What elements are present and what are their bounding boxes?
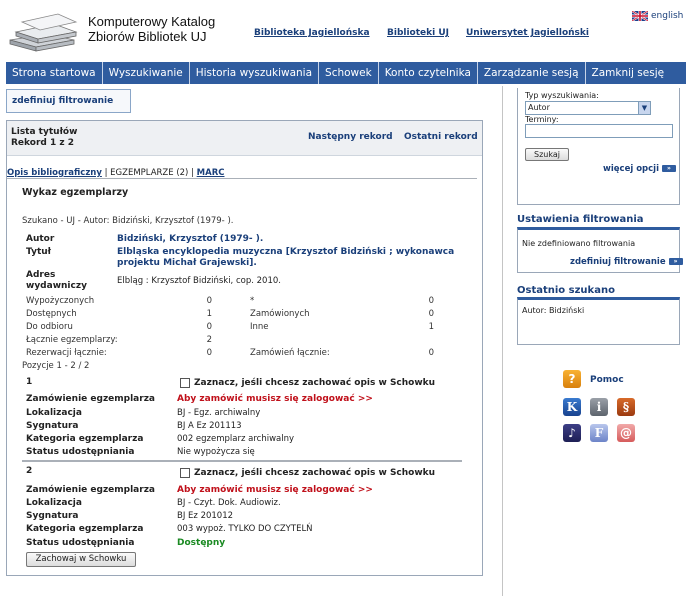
stat-label: Zamówionych xyxy=(250,309,310,319)
category-value: 002 egzemplarz archiwalny xyxy=(177,434,295,444)
sidebar-define-filter-link[interactable] xyxy=(570,257,683,267)
stat-label: Łącznie egzemplarzy: xyxy=(26,335,118,345)
location-label: Lokalizacja xyxy=(26,408,82,418)
help-icon[interactable]: ? xyxy=(563,370,581,388)
chevron-down-icon[interactable]: ▼ xyxy=(638,102,650,114)
save-to-clipboard-button[interactable]: Zachowaj w Schowku xyxy=(26,552,136,567)
signature-value: BJ A Ez 201113 xyxy=(177,421,242,431)
nav-schowek[interactable]: Schowek xyxy=(319,62,379,84)
stat-label: Wypożyczonych xyxy=(26,296,95,306)
stat-label: Do odbioru xyxy=(26,322,73,332)
search-type-label: Typ wyszukiwania: xyxy=(525,91,599,100)
order-label: Zamówienie egzemplarza xyxy=(26,394,156,404)
more-options-label: więcej opcji xyxy=(603,164,659,174)
nav-wyszukiwanie[interactable]: Wyszukiwanie xyxy=(103,62,190,84)
tabs-divider xyxy=(7,178,477,179)
item-number: 2 xyxy=(26,466,33,476)
nav-zarzadzanie-sesja[interactable]: Zarządzanie sesją xyxy=(478,62,586,84)
search-type-value: Autor xyxy=(528,103,550,112)
logo-title-line1: Komputerowy Katalog xyxy=(88,14,216,29)
link-uniwersytet-jagiellonski[interactable]: Uniwersytet Jagielloński xyxy=(466,28,589,38)
positions-label: Pozycje 1 - 2 / 2 xyxy=(22,361,90,371)
stat-value: 0 xyxy=(206,322,212,332)
double-arrow-icon: » xyxy=(669,258,683,265)
no-filter-text: Nie zdefiniowano filtrowania xyxy=(522,239,636,248)
signature-value: BJ Ez 201012 xyxy=(177,511,234,521)
uk-flag-icon[interactable] xyxy=(632,11,648,21)
checkbox-label: Zaznacz, jeśli chcesz zachować opis w Schowku xyxy=(194,468,436,478)
search-type-select[interactable] xyxy=(525,101,651,115)
save-to-clipboard-checkbox[interactable] xyxy=(180,468,190,478)
stat-label: Dostępnych xyxy=(26,309,77,319)
login-to-order-link[interactable]: Aby zamówić musisz się zalogować >> xyxy=(177,485,373,495)
catalog-k-icon[interactable]: K xyxy=(563,398,581,416)
music-note-icon[interactable]: ♪ xyxy=(563,424,581,442)
tab-marc[interactable]: MARC xyxy=(196,168,225,178)
regulations-icon[interactable]: § xyxy=(617,398,635,416)
login-to-order-link[interactable]: Aby zamówić musisz się zalogować >> xyxy=(177,394,373,404)
stat-value: 0 xyxy=(428,296,434,306)
record-counter: Rekord 1 z 2 xyxy=(11,138,75,148)
stat-label: Inne xyxy=(250,322,269,332)
status-value-available: Dostępny xyxy=(177,538,226,548)
location-label: Lokalizacja xyxy=(26,498,82,508)
item-number: 1 xyxy=(26,377,33,387)
category-value: 003 wypoż. TYLKO DO CZYTELŃ xyxy=(177,524,313,534)
tab-copies[interactable]: EGZEMPLARZE (2) xyxy=(110,168,189,178)
location-value: BJ - Egz. archiwalny xyxy=(177,408,261,418)
info-icon[interactable]: i xyxy=(590,398,608,416)
category-label: Kategoria egzemplarza xyxy=(26,524,144,534)
catalog-logo-books-icon xyxy=(8,10,78,54)
searched-query: Szukano - UJ - Autor: Bidziński, Krzysztof (1979- ). xyxy=(22,216,234,226)
stat-value: 0 xyxy=(428,348,434,358)
sidebar-divider xyxy=(502,86,503,596)
address-label-line1: Adres xyxy=(26,270,56,280)
signature-label: Sygnatura xyxy=(26,421,79,431)
item-divider xyxy=(22,460,462,462)
search-button[interactable]: Szukaj xyxy=(525,148,569,161)
location-value: BJ - Czyt. Dok. Audiowiz. xyxy=(177,498,281,508)
double-arrow-icon: » xyxy=(662,165,676,172)
stat-value: 1 xyxy=(428,322,434,332)
copies-heading: Wykaz egzemplarzy xyxy=(22,187,129,198)
define-filter-label: zdefiniuj filtrowanie xyxy=(570,257,666,267)
facebook-icon[interactable]: F xyxy=(590,424,608,442)
list-label: Lista tytułów xyxy=(11,127,78,137)
stat-label: Zamówień łącznie: xyxy=(250,348,330,358)
stat-label: Rezerwacji łącznie: xyxy=(26,348,107,358)
stat-value: 1 xyxy=(206,309,212,319)
filter-settings-title: Ustawienia filtrowania xyxy=(517,214,644,225)
author-label: Autor xyxy=(26,234,55,244)
help-link[interactable]: Pomoc xyxy=(590,375,624,385)
address-value: Elbląg : Krzysztof Bidziński, cop. 2010. xyxy=(117,276,281,286)
address-label-line2: wydawniczy xyxy=(26,281,87,291)
define-filter-button[interactable]: zdefiniuj filtrowanie xyxy=(6,89,131,113)
author-link[interactable]: Bidziński, Krzysztof (1979- ). xyxy=(117,234,264,244)
status-value: Nie wypożycza się xyxy=(177,447,255,457)
nav-zamknij-sesje[interactable]: Zamknij sesję xyxy=(591,67,665,79)
nav-konto-czytelnika[interactable]: Konto czytelnika xyxy=(379,62,478,84)
main-nav xyxy=(6,62,686,84)
status-label: Status udostępniania xyxy=(26,447,135,457)
signature-label: Sygnatura xyxy=(26,511,79,521)
stat-label: * xyxy=(250,296,255,306)
link-biblioteki-uj[interactable]: Biblioteki UJ xyxy=(387,28,450,38)
terms-input[interactable] xyxy=(525,124,673,138)
stat-value: 2 xyxy=(206,335,212,345)
title-label: Tytuł xyxy=(26,247,51,257)
view-tabs: Opis bibliograficzny | EGZEMPLARZE (2) | MARC xyxy=(7,168,225,178)
recent-search-item[interactable]: Autor: Bidziński xyxy=(522,306,585,315)
next-record-link[interactable]: Następny rekord xyxy=(308,132,393,142)
stat-value: 0 xyxy=(428,309,434,319)
email-icon[interactable]: @ xyxy=(617,424,635,442)
last-record-link[interactable]: Ostatni rekord xyxy=(404,132,478,142)
stat-value: 0 xyxy=(206,348,212,358)
status-label: Status udostępniania xyxy=(26,538,135,548)
terms-label: Terminy: xyxy=(525,115,559,124)
title-link-line2[interactable]: projektu Michał Grajewski]. xyxy=(117,258,257,268)
recent-searches-box xyxy=(517,297,680,345)
logo-title-line2: Zbiorów Bibliotek UJ xyxy=(88,29,207,44)
nav-historia-wyszukiwania[interactable]: Historia wyszukiwania xyxy=(190,62,319,84)
nav-strona-startowa[interactable]: Strona startowa xyxy=(6,62,103,84)
record-panel-header xyxy=(7,121,482,156)
save-to-clipboard-checkbox[interactable] xyxy=(180,378,190,388)
checkbox-label: Zaznacz, jeśli chcesz zachować opis w Schowku xyxy=(194,378,436,388)
more-options-link[interactable] xyxy=(603,164,676,174)
stat-value: 0 xyxy=(206,296,212,306)
order-label: Zamówienie egzemplarza xyxy=(26,485,156,495)
link-biblioteka-jagiellonska[interactable]: Biblioteka Jagiellońska xyxy=(254,28,370,38)
language-english-link[interactable]: english xyxy=(651,11,684,21)
tab-bibliographic[interactable]: Opis bibliograficzny xyxy=(7,168,102,178)
category-label: Kategoria egzemplarza xyxy=(26,434,144,444)
recent-searches-title: Ostatnio szukano xyxy=(517,285,615,296)
title-link-line1[interactable]: Elbląska encyklopedia muzyczna [Krzysztof Bidziński ; wykonawca xyxy=(117,247,455,257)
